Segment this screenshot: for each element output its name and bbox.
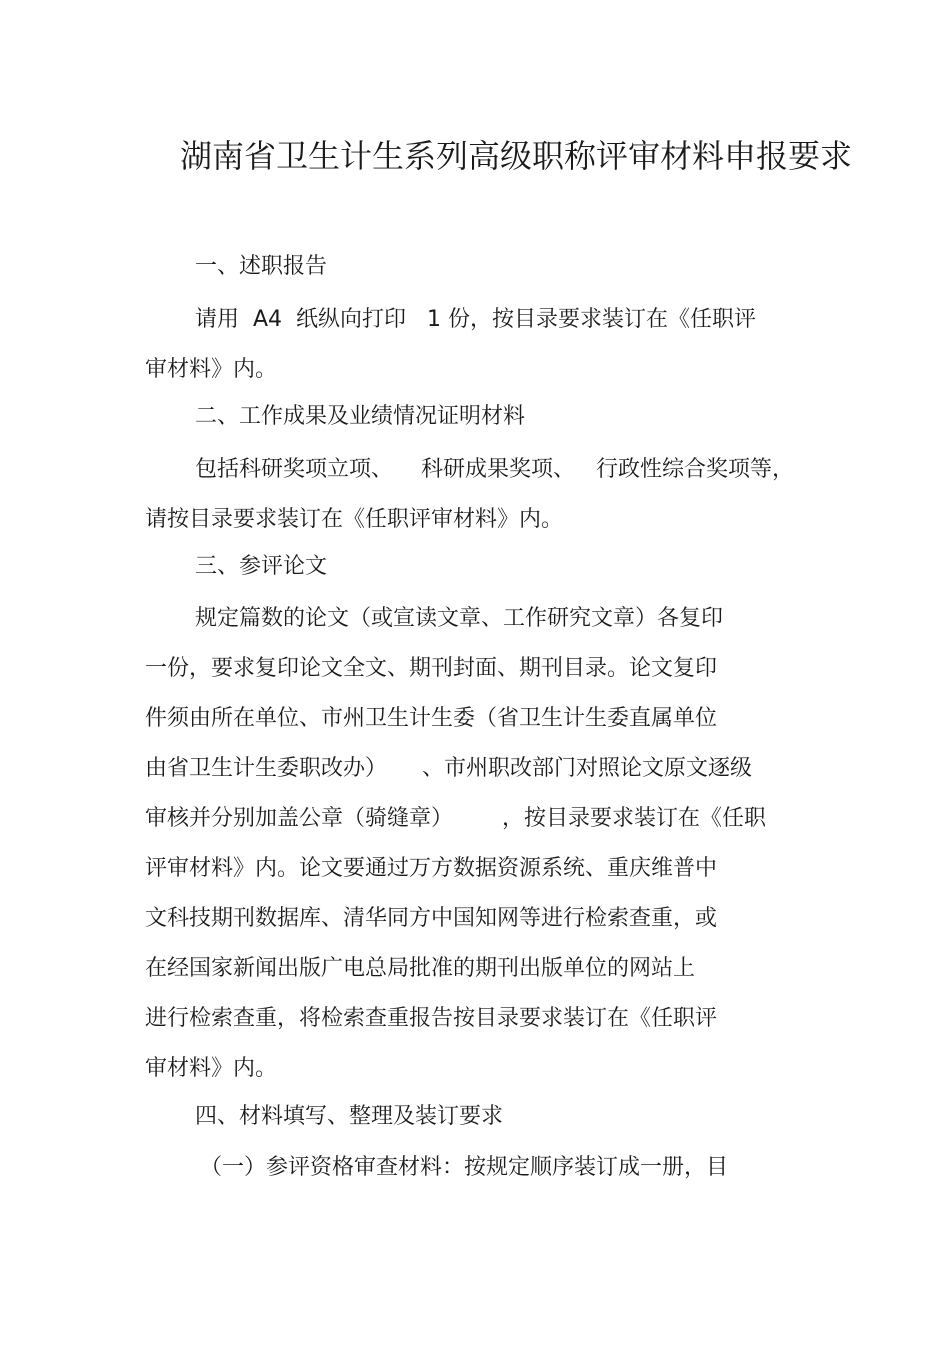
paragraph-line: 在经国家新闻出版广电总局批准的期刊出版单位的网站上 xyxy=(145,956,696,981)
paragraph-line: 件须由所在单位、市州卫生计生委（省卫生计生委直属单位 xyxy=(145,706,718,731)
paragraph-line: 规定篇数的论文（或宣读文章、工作研究文章）各复印 xyxy=(195,606,724,631)
section-heading-1: 一、述职报告 xyxy=(195,254,328,279)
paragraph-line: 由省卫生计生委职改办） 、市州职改部门对照论文原文逐级 xyxy=(145,756,752,781)
paragraph-line: （一）参评资格审查材料：按规定顺序装订成一册，目 xyxy=(200,1155,729,1180)
section-heading-2: 二、工作成果及业绩情况证明材料 xyxy=(195,404,526,429)
paragraph-line: 请用 A4 纸纵向打印 1 份，按目录要求装订在《任职评 xyxy=(195,307,756,332)
document-title: 湖南省卫生计生系列高级职称评审材料申报要求 xyxy=(180,137,853,175)
paragraph-line: 审核并分别加盖公章（骑缝章） ，按目录要求装订在《任职 xyxy=(145,806,766,831)
paragraph-line: 审材料》内。 xyxy=(145,1056,278,1081)
paragraph-line: 一份，要求复印论文全文、期刊封面、期刊目录。论文复印 xyxy=(145,656,718,681)
section-heading-3: 三、参评论文 xyxy=(195,554,328,579)
section-heading-4: 四、材料填写、整理及装订要求 xyxy=(195,1104,504,1129)
paragraph-line: 进行检索查重，将检索查重报告按目录要求装订在《任职评 xyxy=(145,1006,718,1031)
paragraph-line: 请按目录要求装订在《任职评审材料》内。 xyxy=(145,507,564,532)
paragraph-line: 文科技期刊数据库、清华同方中国知网等进行检索查重，或 xyxy=(145,906,718,931)
paragraph-line: 包括科研奖项立项、 科研成果奖项、 行政性综合奖项等， xyxy=(195,457,794,482)
paragraph-line: 评审材料》内。论文要通过万方数据资源系统、重庆维普中 xyxy=(145,856,718,881)
paragraph-line: 审材料》内。 xyxy=(145,357,278,382)
